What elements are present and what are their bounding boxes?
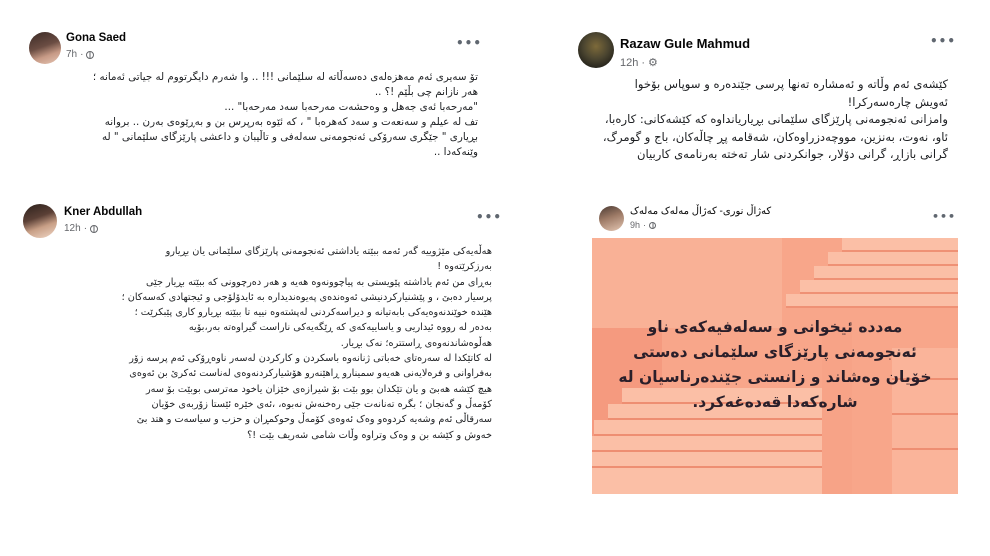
avatar[interactable] <box>578 32 614 68</box>
post-time[interactable]: 12h <box>620 56 639 69</box>
post-meta: 12h · ⚙ <box>620 56 658 69</box>
text-fade-overlay <box>574 164 960 178</box>
image-text <box>610 315 940 415</box>
post-text-line: پرسیار دەبێ ، و پێشنیارکردنیشی ئەوەندەی پەیوەندیدارە بە ئایدۆلۆجی و ئیجتهادی کەسەکان ؛ <box>121 291 492 303</box>
post-text-line: بڕیاری " جێگری سەرۆکی ئەنجومەنی سەلەفی و تاڵیبان و داعشی پارێزگای سلێمانی " لە <box>101 131 478 143</box>
post-text-line: تۆ سەیری ئەم مەهزەلەی دەسەڵاتە لە سلێمانی !!! .. وا شەرم دایگرتووم لە جیاتی ئەمانە ؛ <box>92 71 478 83</box>
post-card-kazhal-nuri <box>590 198 962 498</box>
post-text <box>38 70 478 160</box>
post-text-line: گرانی بازاڕ، گرانی دۆلار، جوانکردنی شار تەختە بەرنامەی کاربیان <box>637 147 948 161</box>
image-text-line: مەددە ئیخوانی و سەلەفیەکەی ناو <box>647 318 903 336</box>
more-options-button[interactable]: ••• <box>930 34 957 48</box>
post-author[interactable]: کەژاڵ نوری- کەژاڵ مەلەک مەلەک <box>630 206 772 217</box>
post-text-line: خەوش و کێشە بن و وەک وتراوە وڵات شامی شەریف بێت !؟ <box>247 429 492 441</box>
post-author[interactable]: Gona Saed <box>66 32 127 44</box>
post-author[interactable]: Razaw Gule Mahmud <box>620 36 751 51</box>
post-card-razaw-gule-mahmud <box>574 24 960 176</box>
post-text-line: بەفراوانی و فرەلایەنی هەیەو سمینارو ڕاهێنەرو هۆشیارکردنەوەی لەناست ئەکرێ بن ئەوەی <box>129 368 492 380</box>
post-text-line: بەڕای من ئەم یاداشتە پێویستی بە پیاچوونەوە هەیە و هەر دەرچوونی کە ببێتە بڕیار جێی <box>145 276 492 288</box>
post-image[interactable] <box>592 238 958 494</box>
post-text-line: بەدەر لە رووە ئیداریی و یاساییەکەی کە ڕێگەیەکی ناراست گیراوەتە بەر،بۆیە <box>188 322 492 334</box>
post-text-line: هیچ کێشە هەبێ و یان تێکدان بوو بێت بۆ شیرازەی خێزان یاخود مەترسی بوبێت بۆ سەر <box>145 383 492 395</box>
post-text-line: بەرزکرێتەوە ! <box>437 261 492 273</box>
globe-icon <box>90 225 98 233</box>
post-card-kner-abdullah <box>20 198 502 478</box>
post-text-line: ئاو، نەوت، بەنزین، مووچەدزراوەکان، شەقامە پڕ چاڵەکان، باج و گومرگ، <box>602 129 948 144</box>
post-text-line: تف لە عیلم و سەنعەت و سەد کەهرەبا " ، کە ئێوە بەرپرس بن و بەڕێوەی بەرن .. بروانە <box>104 116 478 128</box>
avatar[interactable] <box>599 206 624 231</box>
globe-icon <box>649 222 656 229</box>
post-text-line: کۆمەڵ و گەنجان ؛ بگرە تەنانەت جێی رەخنەش نەبوە، ،ئەی خێرە ئێستا زۆربەی خۆیان <box>151 398 492 410</box>
post-text-line: هەر نازانم چی بڵێم !؟ .. <box>374 86 478 98</box>
post-text-line: هەڵەیەکی مێژوییە گەر ئەمە ببێتە یاداشتی ئەنجومەنی پارێزگای سلێمانی یان بڕیارو <box>165 246 492 257</box>
post-meta: 7h · <box>66 49 94 60</box>
gear-icon: ⚙ <box>648 56 658 69</box>
post-text-line: "مەرحەبا ئەی جەهل و وەحشەت مەرحەبا سەد مەرحەبا" ... <box>224 101 478 113</box>
more-options-button[interactable]: ••• <box>456 36 483 50</box>
avatar[interactable] <box>23 204 57 238</box>
image-text-line: ئەنجومەنی پارێزگای سلێمانی دەستی <box>633 343 917 361</box>
post-time[interactable]: 7h <box>66 49 78 60</box>
more-options-button[interactable]: ••• <box>932 210 957 223</box>
post-time[interactable]: 9h <box>630 220 641 230</box>
post-author[interactable]: Kner Abdullah <box>64 206 143 218</box>
post-text-line: کێشەی ئەم وڵاتە و ئەمشارە تەنها پرسی جێندەرە و سوپاس بۆخوا <box>634 77 948 91</box>
image-text-line: شارەکەدا قەدەغەکرد. <box>692 393 858 411</box>
post-time[interactable]: 12h <box>64 223 81 234</box>
post-card-gona-saed <box>24 24 486 174</box>
post-text-line: ئەویش چارەسەرکرا! <box>847 94 948 109</box>
post-text-line: لە کاتێکدا لە سەرەتای خەباتی ژنانەوە باسکردن و کارکردن لەسەر ناوەڕۆکی ئەم پرسە زۆر <box>129 353 492 365</box>
globe-icon <box>86 51 94 59</box>
post-text-line: هەڵوەشاندنەوەی ڕاستترە؛ نەک بڕیار. <box>340 337 492 349</box>
post-text-line: سەرقاڵی ئەم وشەیە کردوەو وەک ئەوەی کۆمەڵ وحوکمڕان و حزب و سیاسەت و هتد بێ <box>136 414 492 426</box>
avatar[interactable] <box>29 32 61 64</box>
post-text <box>578 76 948 164</box>
post-meta: 12h · <box>64 223 98 234</box>
post-text <box>30 244 492 443</box>
post-text-line: وامزانی ئەنجومەنی پارێزگای سلێمانی بڕیاریانداوە کە کێشەکانی: کارەبا، <box>604 112 948 126</box>
post-meta: 9h · <box>630 220 656 230</box>
post-text-line: وێنەکەدا .. <box>433 146 478 158</box>
more-options-button[interactable]: ••• <box>476 210 503 224</box>
post-text-line: هێندە خوێندنەوەیەکی بابەتیانە و دیراسەکردنی لەپشتەوە نییە تا ببێتە بڕیارو کاری پێبکرێت ؛ <box>134 307 492 319</box>
image-text-line: خۆیان وەشاند و زانستی جێندەرناسیان لە <box>618 368 932 386</box>
